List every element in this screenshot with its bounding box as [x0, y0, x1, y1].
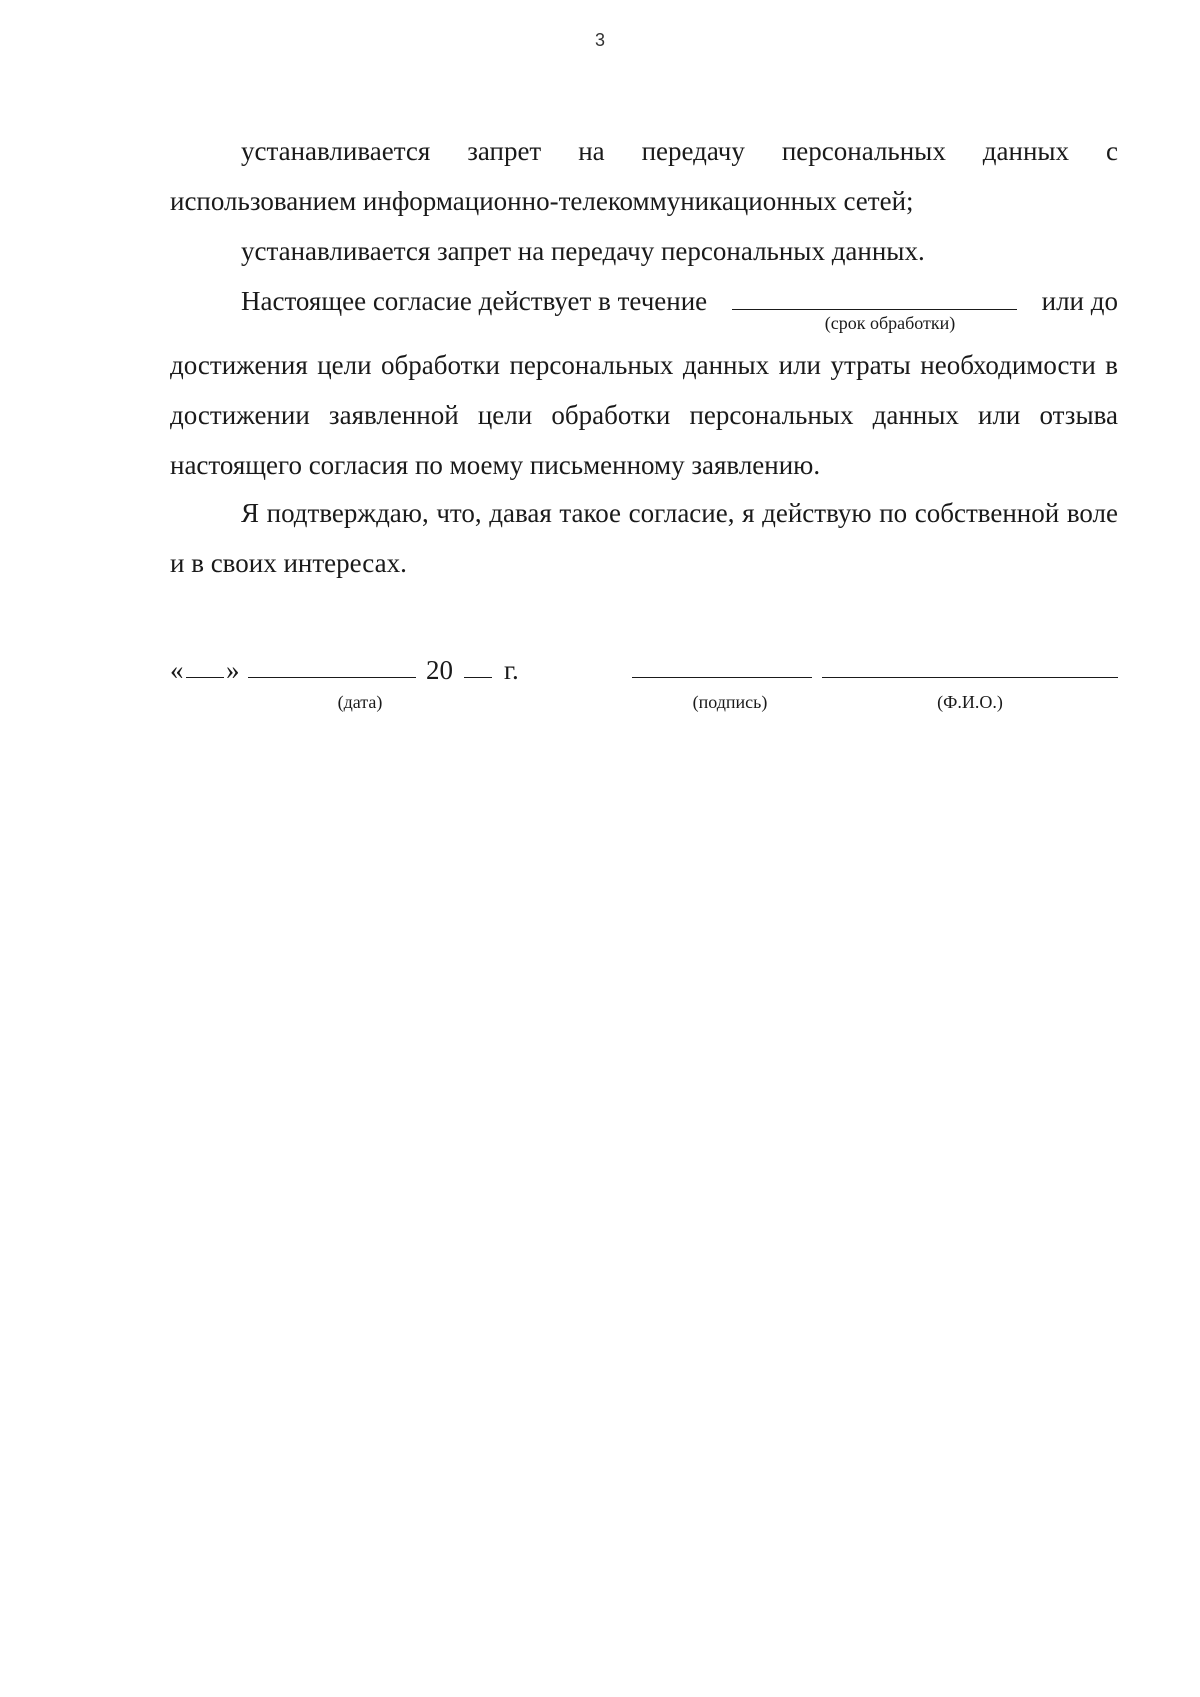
paragraph-text: достижения цели обработки персональных данных или утраты необходимости в достижении заявленной цели обработки персональных данных или отзыва настоящего согласия по моему письменному заявлению.	[170, 350, 1118, 480]
consent-term-text: Настоящее согласие действует в течение	[241, 286, 708, 316]
paragraph-confirmation	[170, 488, 1118, 588]
consent-term-or: или до	[1041, 286, 1118, 316]
paragraph-transfer-networks	[170, 126, 1118, 226]
date-caption: (дата)	[337, 692, 383, 712]
paragraph-consent-term	[170, 340, 1118, 490]
paragraph-text: устанавливается запрет на передачу персональных данных с использованием информационно-телекоммуникационных сетей;	[170, 136, 1118, 216]
day-blank[interactable]	[186, 676, 224, 678]
fio-blank[interactable]	[822, 676, 1118, 678]
paragraph-transfer-ban	[170, 226, 1118, 276]
paragraph-text: устанавливается запрет на передачу персональных данных.	[241, 236, 925, 266]
signature-row	[170, 650, 1118, 690]
page-number: 3	[594, 30, 605, 50]
quote-open: «	[170, 655, 184, 685]
signature-caption: (подпись)	[692, 692, 768, 712]
processing-term-blank[interactable]	[732, 283, 1017, 310]
signature-blank[interactable]	[632, 676, 812, 678]
month-blank[interactable]	[248, 676, 416, 678]
quote-close: »	[226, 655, 240, 685]
year-suffix: г.	[504, 655, 519, 685]
year-blank[interactable]	[464, 676, 492, 678]
processing-term-caption: (срок обработки)	[824, 313, 956, 333]
paragraph-text: Я подтверждаю, что, давая такое согласие, я действую по собственной воле и в своих интересах.	[170, 498, 1118, 578]
fio-caption: (Ф.И.О.)	[937, 692, 1003, 712]
year-prefix: 20	[426, 655, 453, 685]
